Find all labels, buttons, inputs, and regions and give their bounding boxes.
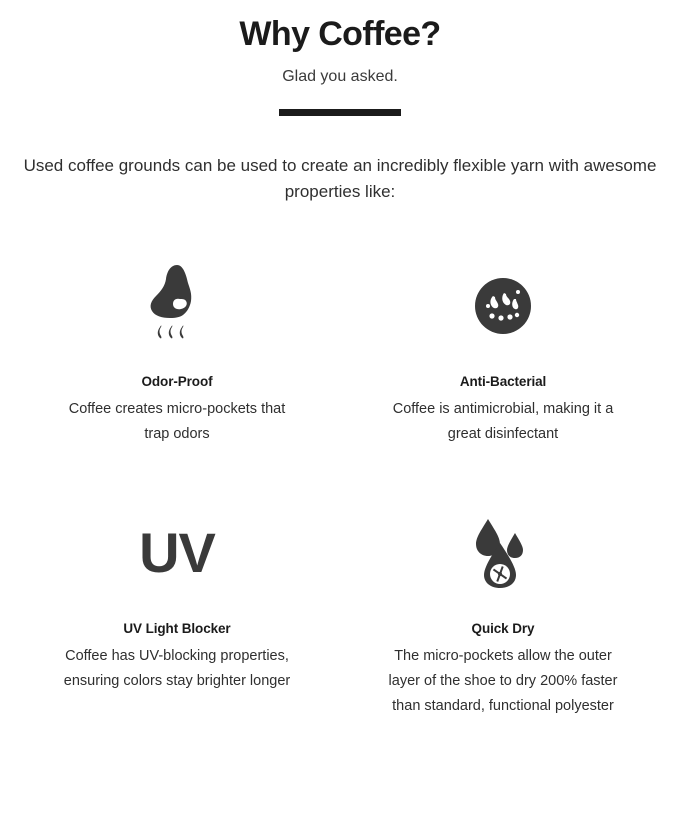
nose-odor-icon — [146, 261, 208, 351]
feature-grid — [14, 258, 666, 719]
uv-text-icon: UV — [139, 521, 215, 585]
feature-description: Coffee has UV-blocking properties, ensuring colors stay brighter longer — [63, 648, 291, 690]
intro-paragraph: Used coffee grounds can be used to create an incredibly flexible yarn with awesome properties like: — [23, 155, 657, 202]
feature-title: UV Light Blocker — [123, 621, 231, 637]
water-droplets-icon — [468, 517, 538, 589]
feature-icon-wrapper — [468, 505, 538, 601]
why-coffee-section — [0, 14, 680, 816]
feature-icon-wrapper — [146, 258, 208, 354]
bacteria-circle-icon — [474, 277, 532, 335]
feature-item — [14, 505, 340, 719]
page-title: Why Coffee? — [239, 15, 441, 53]
feature-title: Anti-Bacterial — [459, 374, 547, 390]
divider — [279, 109, 401, 116]
feature-item — [14, 258, 340, 447]
feature-description: The micro-pockets allow the outer layer of the shoe to dry 200% faster than standard, functional polyester — [388, 648, 618, 715]
feature-description: Coffee creates micro-pockets that trap odors — [68, 401, 286, 443]
feature-icon-wrapper — [139, 505, 215, 601]
feature-description: Coffee is antimicrobial, making it a great disinfectant — [392, 401, 614, 443]
feature-icon-wrapper — [474, 258, 532, 354]
page-subtitle: Glad you asked. — [282, 67, 398, 85]
feature-title: Quick Dry — [471, 621, 535, 637]
divider-wrapper — [14, 109, 666, 116]
feature-item — [340, 505, 666, 719]
feature-title: Odor-Proof — [141, 374, 213, 390]
feature-item — [340, 258, 666, 447]
